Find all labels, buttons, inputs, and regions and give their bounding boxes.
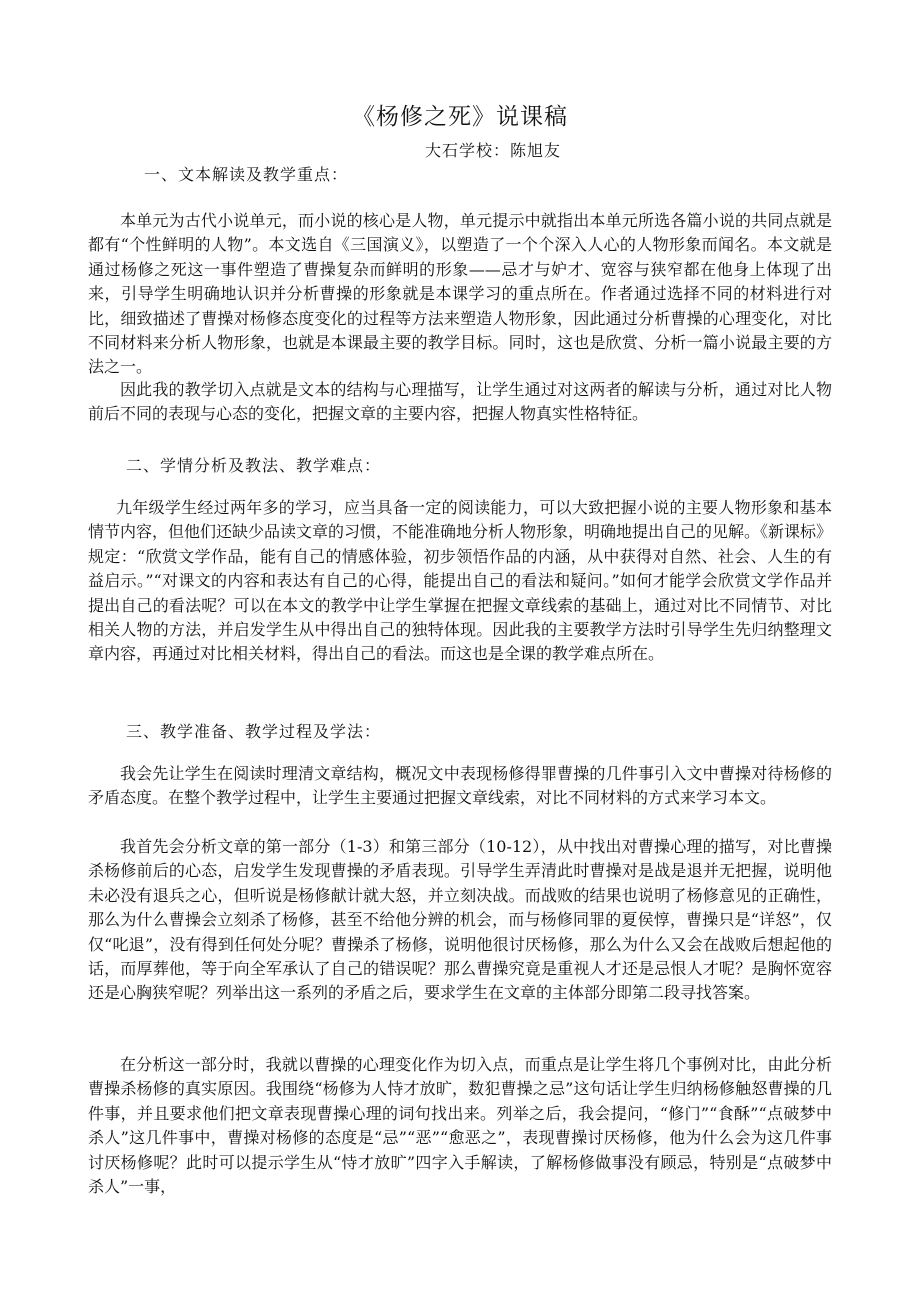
section-3-paragraph-3: 在分析这一部分时，我就以曹操的心理变化作为切入点，而重点是让学生将几个事例对比，由此分析曹操杀杨修的真实原因。我围绕“杨修为人恃才放旷，数犯曹操之忌”这句话让学生归纳杨修触怒曹操的几件事，并且要求他们把文章表现曹操心理的词句找出来。列举之后，我会提问，“修门”“食酥”“点破梦中杀人”这几件事中，曹操对杨修的态度是“忌”“恶”“愈恶之”，表现曹操讨厌杨修，他为什么会为这几件事讨厌杨修呢？此时可以提示学生从“恃才放旷”四字入手解读，了解杨修做事没有顾忌，特别是“点破梦中杀人”一事， <box>88 1055 832 1197</box>
section-2-paragraph-1: 九年级学生经过两年多的学习，应当具备一定的阅读能力，可以大致把握小说的主要人物形象和基本情节内容，但他们还缺少品读文章的习惯，不能准确地分析人物形象，明确地提出自己的见解。《新课标》规定：“欣赏文学作品，能有自己的情感体验，初步领悟作品的内涵，从中获得对自然、社会、人生的有益启示。”“对课文的内容和表达有自己的心得，能提出自己的看法和疑问。”如何才能学会欣赏文学作品并提出自己的看法呢？可以在本文的教学中让学生掌握在把握文章线索的基础上，通过对比不同情节、对比相关人物的方法，并启发学生从中得出自己的独特体现。因此我的主要教学方法时引导学生先归纳整理文章内容，再通过对比相关材料，得出自己的看法。而这也是全课的教学难点所在。 <box>88 498 833 664</box>
document-title: 《杨修之死》说课稿 <box>352 104 568 130</box>
section-1-heading: 一、文本解读及教学重点： <box>144 165 349 184</box>
section-1-paragraph-2: 因此我的教学切入点就是文本的结构与心理描写，让学生通过对这两者的解读与分析，通过对比人物前后不同的表现与心态的变化，把握文章的主要内容，把握人物真实性格特征。 <box>88 380 832 424</box>
section-1-paragraph-1: 本单元为古代小说单元，而小说的核心是人物，单元提示中就指出本单元所选各篇小说的共同点就是都有“个性鲜明的人物”。本文选自《三国演义》，以塑造了一个个深入人心的人物形象而闻名。本文就是通过杨修之死这一事件塑造了曹操复杂而鲜明的形象——忌才与妒才、宽容与狭窄都在他身上体现了出来，引导学生明确地认识并分析曹操的形象就是本课学习的重点所在。作者通过选择不同的材料进行对比，细致描述了曹操对杨修态度变化的过程等方法来塑造人物形象，因此通过分析曹操的心理变化，对比不同材料来分析人物形象，也就是本课最主要的教学目标。同时，这也是欣赏、分析一篇小说最主要的方法之一。 <box>88 211 832 377</box>
section-3-paragraph-1: 我会先让学生在阅读时理清文章结构，概况文中表现杨修得罪曹操的几件事引入文中曹操对待杨修的矛盾态度。在整个教学过程中，让学生主要通过把握文章线索，对比不同材料的方式来学习本文。 <box>88 764 832 808</box>
author-line: 大石学校：陈旭友 <box>425 141 562 160</box>
section-3-heading: 三、教学准备、教学过程及学法： <box>126 722 382 741</box>
section-3-paragraph-2: 我首先会分析文章的第一部分（1-3）和第三部分（10-12），从中找出对曹操心理的描写，对比曹操杀杨修前后的心态，启发学生发现曹操的矛盾表现。引导学生弄清此时曹操对是战是退并无把握，说明他未必没有退兵之心，但听说是杨修献计就大怒，并立刻决战。而战败的结果也说明了杨修意见的正确性，那么为什么曹操会立刻杀了杨修，甚至不给他分辨的机会，而与杨修同罪的夏侯惇，曹操只是“详怒”，仅仅“叱退”，没有得到任何处分呢？曹操杀了杨修，说明他很讨厌杨修，那么为什么又会在战败后想起他的话，而厚葬他，等于向全军承认了自己的错误呢？那么曹操究竟是重视人才还是忌恨人才呢？是胸怀宽容还是心胸狭窄呢？列举出这一系列的矛盾之后，要求学生在文章的主体部分即第二段寻找答案。 <box>88 837 832 1003</box>
section-2-heading: 二、学情分析及教法、教学难点： <box>126 456 382 475</box>
